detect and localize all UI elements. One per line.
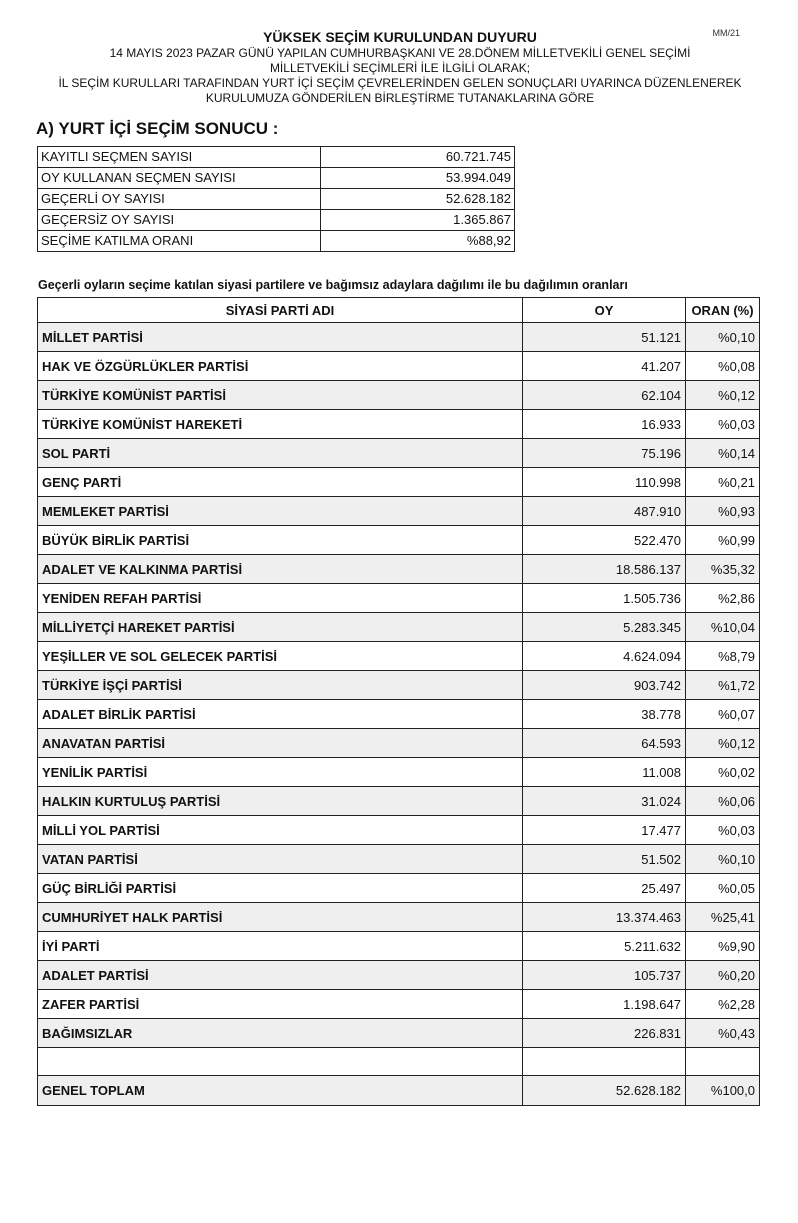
- party-votes: 4.624.094: [523, 642, 686, 671]
- party-votes: 226.831: [523, 1019, 686, 1048]
- party-pct: %1,72: [686, 671, 760, 700]
- party-votes: 18.586.137: [523, 555, 686, 584]
- party-row: [38, 874, 760, 903]
- party-pct: %0,08: [686, 352, 760, 381]
- party-votes: 11.008: [523, 758, 686, 787]
- party-votes: 41.207: [523, 352, 686, 381]
- party-name: VATAN PARTİSİ: [38, 845, 523, 874]
- header-line-1: 14 MAYIS 2023 PAZAR GÜNÜ YAPILAN CUMHURBAŞKANI VE 28.DÖNEM MİLLETVEKİLİ GENEL SEÇİMİ: [109, 46, 691, 60]
- party-row: [38, 729, 760, 758]
- announcement-title: YÜKSEK SEÇİM KURULUNDAN DUYURU: [263, 29, 537, 45]
- party-votes: 51.502: [523, 845, 686, 874]
- party-name: YEŞİLLER VE SOL GELECEK PARTİSİ: [38, 642, 523, 671]
- party-name: TÜRKİYE KOMÜNİST HAREKETİ: [38, 410, 523, 439]
- party-pct: %0,03: [686, 410, 760, 439]
- party-row: [38, 961, 760, 990]
- party-name: CUMHURİYET HALK PARTİSİ: [38, 903, 523, 932]
- party-votes: 487.910: [523, 497, 686, 526]
- party-pct: %0,93: [686, 497, 760, 526]
- summary-value: 1.365.867: [321, 210, 515, 231]
- party-name: HAK VE ÖZGÜRLÜKLER PARTİSİ: [38, 352, 523, 381]
- party-votes: 1.198.647: [523, 990, 686, 1019]
- party-votes: 903.742: [523, 671, 686, 700]
- total-votes: 52.628.182: [523, 1076, 686, 1106]
- party-pct: %0,05: [686, 874, 760, 903]
- party-name: TÜRKİYE KOMÜNİST PARTİSİ: [38, 381, 523, 410]
- party-name: MİLLET PARTİSİ: [38, 323, 523, 352]
- party-pct: %25,41: [686, 903, 760, 932]
- party-votes: 51.121: [523, 323, 686, 352]
- party-votes: 522.470: [523, 526, 686, 555]
- party-pct: %0,99: [686, 526, 760, 555]
- header-votes: OY: [523, 298, 686, 323]
- header-party: SİYASİ PARTİ ADI: [38, 298, 523, 323]
- party-pct: %0,07: [686, 700, 760, 729]
- summary-value: 53.994.049: [321, 168, 515, 189]
- party-name: ADALET BİRLİK PARTİSİ: [38, 700, 523, 729]
- party-pct: %0,43: [686, 1019, 760, 1048]
- party-name: YENİDEN REFAH PARTİSİ: [38, 584, 523, 613]
- party-row: [38, 787, 760, 816]
- party-pct: %0,12: [686, 729, 760, 758]
- section-title: A) YURT İÇİ SEÇİM SONUCU :: [36, 119, 279, 138]
- summary-row: [38, 189, 515, 210]
- header-line-3: İL SEÇİM KURULLARI TARAFINDAN YURT İÇİ SEÇİM ÇEVRELERİNDEN GELEN SONUÇLARI UYARINCA DÜZENLENEREK: [58, 76, 742, 90]
- party-name: BAĞIMSIZLAR: [38, 1019, 523, 1048]
- party-name: ANAVATAN PARTİSİ: [38, 729, 523, 758]
- party-votes: 5.283.345: [523, 613, 686, 642]
- party-pct: %0,10: [686, 323, 760, 352]
- results-header-row: [38, 298, 760, 323]
- party-row: [38, 932, 760, 961]
- party-row: [38, 642, 760, 671]
- blank-cell: [686, 1048, 760, 1076]
- party-name: HALKIN KURTULUŞ PARTİSİ: [38, 787, 523, 816]
- party-row: [38, 671, 760, 700]
- header-pct: ORAN (%): [686, 298, 760, 323]
- party-votes: 62.104: [523, 381, 686, 410]
- party-row: [38, 816, 760, 845]
- party-row: [38, 555, 760, 584]
- party-name: MİLLİYETÇİ HAREKET PARTİSİ: [38, 613, 523, 642]
- summary-label: OY KULLANAN SEÇMEN SAYISI: [38, 168, 321, 189]
- party-name: MİLLİ YOL PARTİSİ: [38, 816, 523, 845]
- summary-row: [38, 147, 515, 168]
- summary-label: GEÇERSİZ OY SAYISI: [38, 210, 321, 231]
- party-pct: %0,06: [686, 787, 760, 816]
- party-pct: %35,32: [686, 555, 760, 584]
- party-name: BÜYÜK BİRLİK PARTİSİ: [38, 526, 523, 555]
- party-pct: %2,28: [686, 990, 760, 1019]
- party-votes: 75.196: [523, 439, 686, 468]
- party-row: [38, 410, 760, 439]
- party-pct: %0,10: [686, 845, 760, 874]
- party-votes: 38.778: [523, 700, 686, 729]
- party-pct: %0,14: [686, 439, 760, 468]
- party-votes: 13.374.463: [523, 903, 686, 932]
- summary-label: KAYITLI SEÇMEN SAYISI: [38, 147, 321, 168]
- summary-row: [38, 210, 515, 231]
- party-row: [38, 439, 760, 468]
- blank-cell: [523, 1048, 686, 1076]
- summary-value: %88,92: [321, 231, 515, 252]
- party-name: ADALET VE KALKINMA PARTİSİ: [38, 555, 523, 584]
- party-name: GÜÇ BİRLİĞİ PARTİSİ: [38, 874, 523, 903]
- party-row: [38, 526, 760, 555]
- party-votes: 17.477: [523, 816, 686, 845]
- party-votes: 1.505.736: [523, 584, 686, 613]
- summary-label: GEÇERLİ OY SAYISI: [38, 189, 321, 210]
- party-pct: %0,21: [686, 468, 760, 497]
- summary-row: [38, 168, 515, 189]
- summary-row: [38, 231, 515, 252]
- party-row: [38, 700, 760, 729]
- party-pct: %10,04: [686, 613, 760, 642]
- party-row: [38, 903, 760, 932]
- party-name: İYİ PARTİ: [38, 932, 523, 961]
- total-label: GENEL TOPLAM: [38, 1076, 523, 1106]
- party-pct: %0,03: [686, 816, 760, 845]
- document-header: [30, 28, 770, 106]
- results-table: [37, 297, 760, 1106]
- summary-label: SEÇİME KATILMA ORANI: [38, 231, 321, 252]
- party-name: MEMLEKET PARTİSİ: [38, 497, 523, 526]
- party-votes: 25.497: [523, 874, 686, 903]
- blank-cell: [38, 1048, 523, 1076]
- party-pct: %0,02: [686, 758, 760, 787]
- party-pct: %0,20: [686, 961, 760, 990]
- party-pct: %0,12: [686, 381, 760, 410]
- party-row: [38, 845, 760, 874]
- party-row: [38, 381, 760, 410]
- party-pct: %9,90: [686, 932, 760, 961]
- party-row: [38, 352, 760, 381]
- party-name: SOL PARTİ: [38, 439, 523, 468]
- summary-table: [37, 146, 515, 252]
- total-pct: %100,0: [686, 1076, 760, 1106]
- party-row: [38, 990, 760, 1019]
- header-line-4: KURULUMUZA GÖNDERİLEN BİRLEŞTİRME TUTANAKLARINA GÖRE: [205, 91, 595, 105]
- party-name: TÜRKİYE İŞÇİ PARTİSİ: [38, 671, 523, 700]
- party-pct: %8,79: [686, 642, 760, 671]
- results-caption: Geçerli oyların seçime katılan siyasi partilere ve bağımsız adaylara dağılımı ile bu dağılımın oranları: [38, 278, 628, 292]
- party-name: ADALET PARTİSİ: [38, 961, 523, 990]
- party-name: ZAFER PARTİSİ: [38, 990, 523, 1019]
- summary-value: 60.721.745: [321, 147, 515, 168]
- party-row: [38, 613, 760, 642]
- party-name: YENİLİK PARTİSİ: [38, 758, 523, 787]
- document-code: MM/21: [712, 28, 740, 38]
- party-pct: %2,86: [686, 584, 760, 613]
- party-row: [38, 468, 760, 497]
- blank-row: [38, 1048, 760, 1076]
- party-votes: 16.933: [523, 410, 686, 439]
- party-name: GENÇ PARTİ: [38, 468, 523, 497]
- party-row: [38, 497, 760, 526]
- party-votes: 5.211.632: [523, 932, 686, 961]
- party-row: [38, 584, 760, 613]
- total-row: [38, 1076, 760, 1106]
- party-votes: 31.024: [523, 787, 686, 816]
- header-line-2: MİLLETVEKİLİ SEÇİMLERİ İLE İLGİLİ OLARAK;: [269, 61, 531, 75]
- party-row: [38, 758, 760, 787]
- party-votes: 110.998: [523, 468, 686, 497]
- party-votes: 64.593: [523, 729, 686, 758]
- party-votes: 105.737: [523, 961, 686, 990]
- party-row: [38, 323, 760, 352]
- party-row: [38, 1019, 760, 1048]
- summary-value: 52.628.182: [321, 189, 515, 210]
